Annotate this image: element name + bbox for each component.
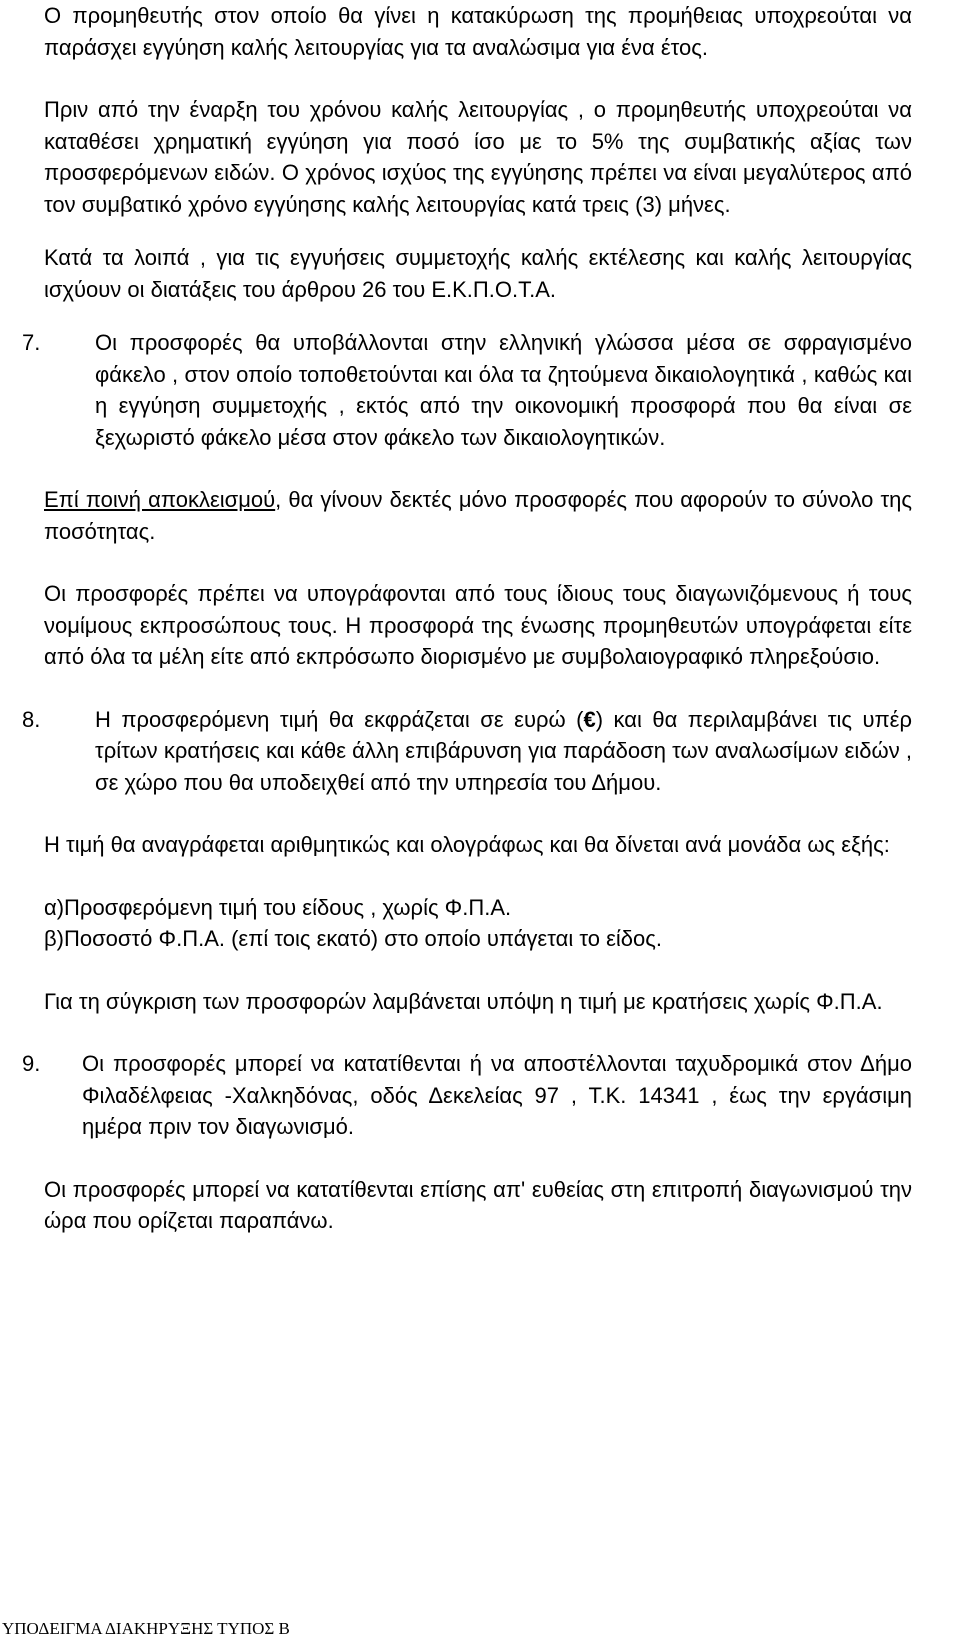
numbered-item-9 xyxy=(22,1048,912,1143)
item-text xyxy=(95,704,912,799)
item-number: 7. xyxy=(22,330,41,355)
paragraph-warranty-deposit: Πριν από την έναρξη του χρόνου καλής λειτουργίας , ο προμηθευτής υποχρεούται να καταθέσει χρηματική εγγύηση για ποσό ίσο με το 5% της συμβατικής αξίας των προσφερόμενων ειδών. Ο χρόνος ισχύος της εγγύησης πρέπει να είναι μεγαλύτερος από τον συμβατικό χρόνο εγγύησης καλής λειτουργίας κατά τρεις (3) μήνες. xyxy=(44,97,912,217)
exclusion-underlined-text: Επί ποινή αποκλεισμού xyxy=(44,487,276,512)
paragraph-exclusion xyxy=(44,484,912,547)
exclusion-rest-text: , θα γίνουν δεκτές μόνο προσφορές που αφορούν το σύνολο της ποσότητας. xyxy=(44,487,913,544)
paragraph-direct-submission: Οι προσφορές μπορεί να κατατίθενται επίσης απ' ευθείας στη επιτροπή διαγωνισμού την ώρα που ορίζεται παραπάνω. xyxy=(44,1176,912,1233)
paragraph-comparison: Για τη σύγκριση των προσφορών λαμβάνεται υπόψη η τιμή με κρατήσεις χωρίς Φ.Π.Α. xyxy=(44,988,883,1014)
euro-symbol: € xyxy=(583,706,596,732)
item-text: Οι προσφορές μπορεί να κατατίθενται ή να αποστέλλονται ταχυδρομικά στον Δήμο Φιλαδέλφειας -Χαλκηδόνας, οδός Δεκελείας 97 , Τ.Κ. 14341 , έως την εργάσιμη ημέρα πριν τον διαγωνισμό. xyxy=(82,1051,912,1139)
paragraph-warranty-intro: Ο προμηθευτής στον οποίο θα γίνει η κατακύρωση της προμήθειας υποχρεούται να παράσχει εγγύηση καλής λειτουργίας για τα αναλώσιμα για ένα έτος. xyxy=(44,3,912,60)
item-text: Οι προσφορές θα υποβάλλονται στην ελληνική γλώσσα μέσα σε σφραγισμένο φάκελο , στον οποίο τοποθετούνται και όλα τα ζητούμενα δικαιολογητικά , καθώς και η εγγύηση συμμετοχής , εκτός από την οικονομική προσφορά που θα είναι σε ξεχωριστό φάκελο μέσα στον φάκελο των δικαιολογητικών. xyxy=(95,330,912,450)
paragraph-guarantees-rules: Κατά τα λοιπά , για τις εγγυήσεις συμμετοχής καλής εκτέλεσης και καλής λειτουργίας ισχύουν οι διατάξεις του άρθρου 26 του Ε.Κ.Π.Ο.Τ.Α. xyxy=(44,245,912,302)
numbered-item-8 xyxy=(22,704,912,799)
item-text-after: ) και θα περιλαμβάνει τις υπέρ τρίτων κρατήσεις και κάθε άλλη επιβάρυνση για παράδοση των αναλωσίμων ειδών , σε χώρο που θα υποδειχθεί από την υπηρεσία του Δήμου. xyxy=(95,706,912,795)
price-line-b: β)Ποσοστό Φ.Π.Α. (επί τοις εκατό) στο οποίο υπάγεται το είδος. xyxy=(44,926,662,951)
paragraph-signature: Οι προσφορές πρέπει να υπογράφονται από τους ίδιους τους διαγωνιζόμενους ή τους νομίμους εκπροσώπους τους. Η προσφορά της ένωσης προμηθευτών υπογράφεται είτε από όλα τα μέλη είτε από εκπρόσωπο διορισμένο με συμβολαιογραφικό πληρεξούσιο. xyxy=(44,581,912,669)
item-number: 9. xyxy=(22,1051,41,1076)
footer-label: ΥΠΟΔΕΙΓΜΑ ΔΙΑΚΗΡΥΞΗΣ ΤΥΠΟΣ Β xyxy=(2,1619,290,1638)
item-number: 8. xyxy=(22,706,41,732)
price-line-a: α)Προσφερόμενη τιμή του είδους , χωρίς Φ.Π.Α. xyxy=(44,894,512,920)
paragraph-price-format: Η τιμή θα αναγράφεται αριθμητικώς και ολογράφως και θα δίνεται ανά μονάδα ως εξής: xyxy=(44,832,890,857)
numbered-item-7 xyxy=(22,327,912,453)
document-page xyxy=(22,0,913,1237)
item-text-before: Η προσφερόμενη τιμή θα εκφράζεται σε ευρώ ( xyxy=(95,706,584,732)
